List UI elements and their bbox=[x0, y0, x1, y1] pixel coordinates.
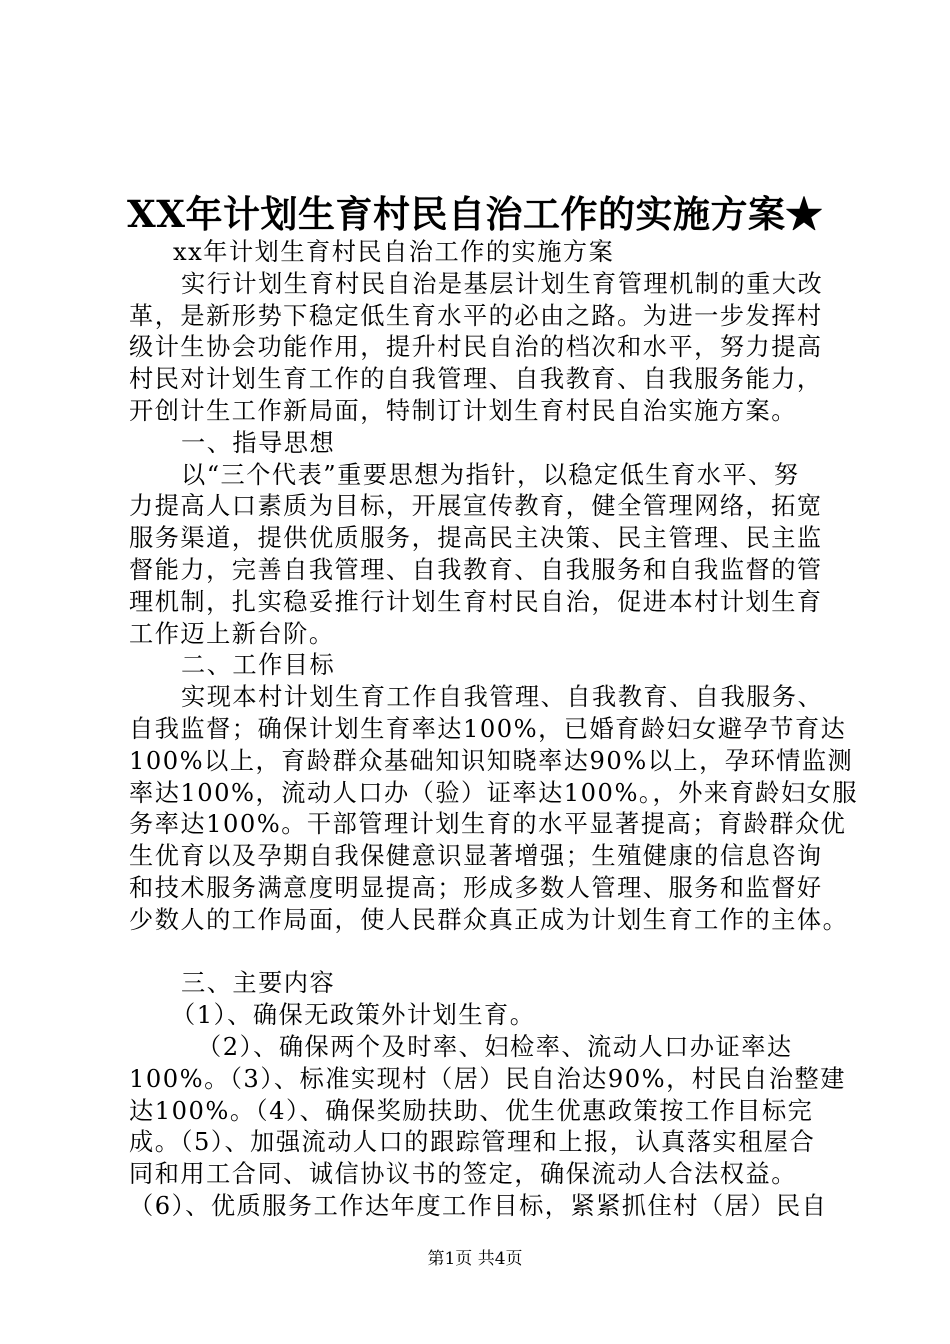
text-line: 自我监督；确保计划生育率达100%，已婚育龄妇女避孕节育达 bbox=[129, 714, 847, 743]
text-line: 开创计生工作新局面，特制订计划生育村民自治实施方案。 bbox=[129, 396, 797, 425]
text-line: 服务渠道，提供优质服务，提高民主决策、民主管理、民主监 bbox=[129, 524, 823, 553]
page-footer: 第1页 共4页 bbox=[427, 1249, 523, 1269]
text-line: 务率达100%。干部管理计划生育的水平显著提高；育龄群众优 bbox=[129, 810, 847, 839]
blank-line bbox=[129, 937, 845, 969]
text-line: 生优育以及孕期自我保健意识显著增强；生殖健康的信息咨询 bbox=[129, 842, 823, 871]
text-line: 工作迈上新台阶。 bbox=[129, 619, 335, 648]
text-line: 率达100%，流动人口办（验）证率达100%。，外来育龄妇女服 bbox=[129, 778, 859, 807]
text-line: （1）、确保无政策外计划生育。 bbox=[171, 1001, 536, 1030]
text-line: 村民对计划生育工作的自我管理、自我教育、自我服务能力， bbox=[129, 365, 823, 394]
text-line: 同和用工合同、诚信协议书的签定，确保流动人合法权益。 bbox=[129, 1160, 797, 1189]
text-line: 理机制，扎实稳妥推行计划生育村民自治，促进本村计划生育 bbox=[129, 587, 823, 616]
text-line: （2）、确保两个及时率、妇检率、流动人口办证率达 bbox=[197, 1032, 793, 1061]
text-line: 100%。（3）、标准实现村（居）民自治达90%，村民自治整建 bbox=[129, 1064, 846, 1093]
text-line: 督能力，完善自我管理、自我教育、自我服务和自我监督的管 bbox=[129, 555, 823, 584]
text-line: 少数人的工作局面，使人民群众真正成为计划生育工作的主体。 bbox=[129, 905, 849, 934]
text-line: 100%以上，育龄群众基础知识知晓率达90%以上，孕环情监测 bbox=[129, 746, 854, 775]
text-line: 三、主要内容 bbox=[181, 969, 336, 998]
text-line: 二、工作目标 bbox=[181, 651, 336, 680]
text-line: 达100%。（4）、确保奖励扶助、优生优惠政策按工作目标完 bbox=[129, 1096, 814, 1125]
document-body bbox=[129, 237, 859, 1223]
text-line: （6）、优质服务工作达年度工作目标，紧紧抓住村（居）民自 bbox=[129, 1191, 828, 1220]
text-line: 实现本村计划生育工作自我管理、自我教育、自我服务、 bbox=[181, 683, 824, 712]
text-line: 成。（5）、加强流动人口的跟踪管理和上报，认真落实租屋合 bbox=[129, 1128, 816, 1157]
text-line: 实行计划生育村民自治是基层计划生育管理机制的重大改 bbox=[181, 269, 824, 298]
text-line: 级计生协会功能作用，提升村民自治的档次和水平，努力提高 bbox=[129, 333, 823, 362]
text-line: 以“三个代表”重要思想为指针，以稳定低生育水平、努 bbox=[181, 460, 800, 489]
text-line: xx年计划生育村民自治工作的实施方案 bbox=[173, 238, 615, 266]
text-line: 力提高人口素质为目标，开展宣传教育，健全管理网络，拓宽 bbox=[129, 492, 823, 521]
text-line: 和技术服务满意度明显提高；形成多数人管理、服务和监督好 bbox=[129, 873, 823, 902]
document-title: XX年计划生育村民自治工作的实施方案★ bbox=[127, 192, 823, 236]
text-line: 一、指导思想 bbox=[181, 428, 336, 457]
text-line: 革，是新形势下稳定低生育水平的必由之路。为进一步发挥村 bbox=[129, 301, 823, 330]
